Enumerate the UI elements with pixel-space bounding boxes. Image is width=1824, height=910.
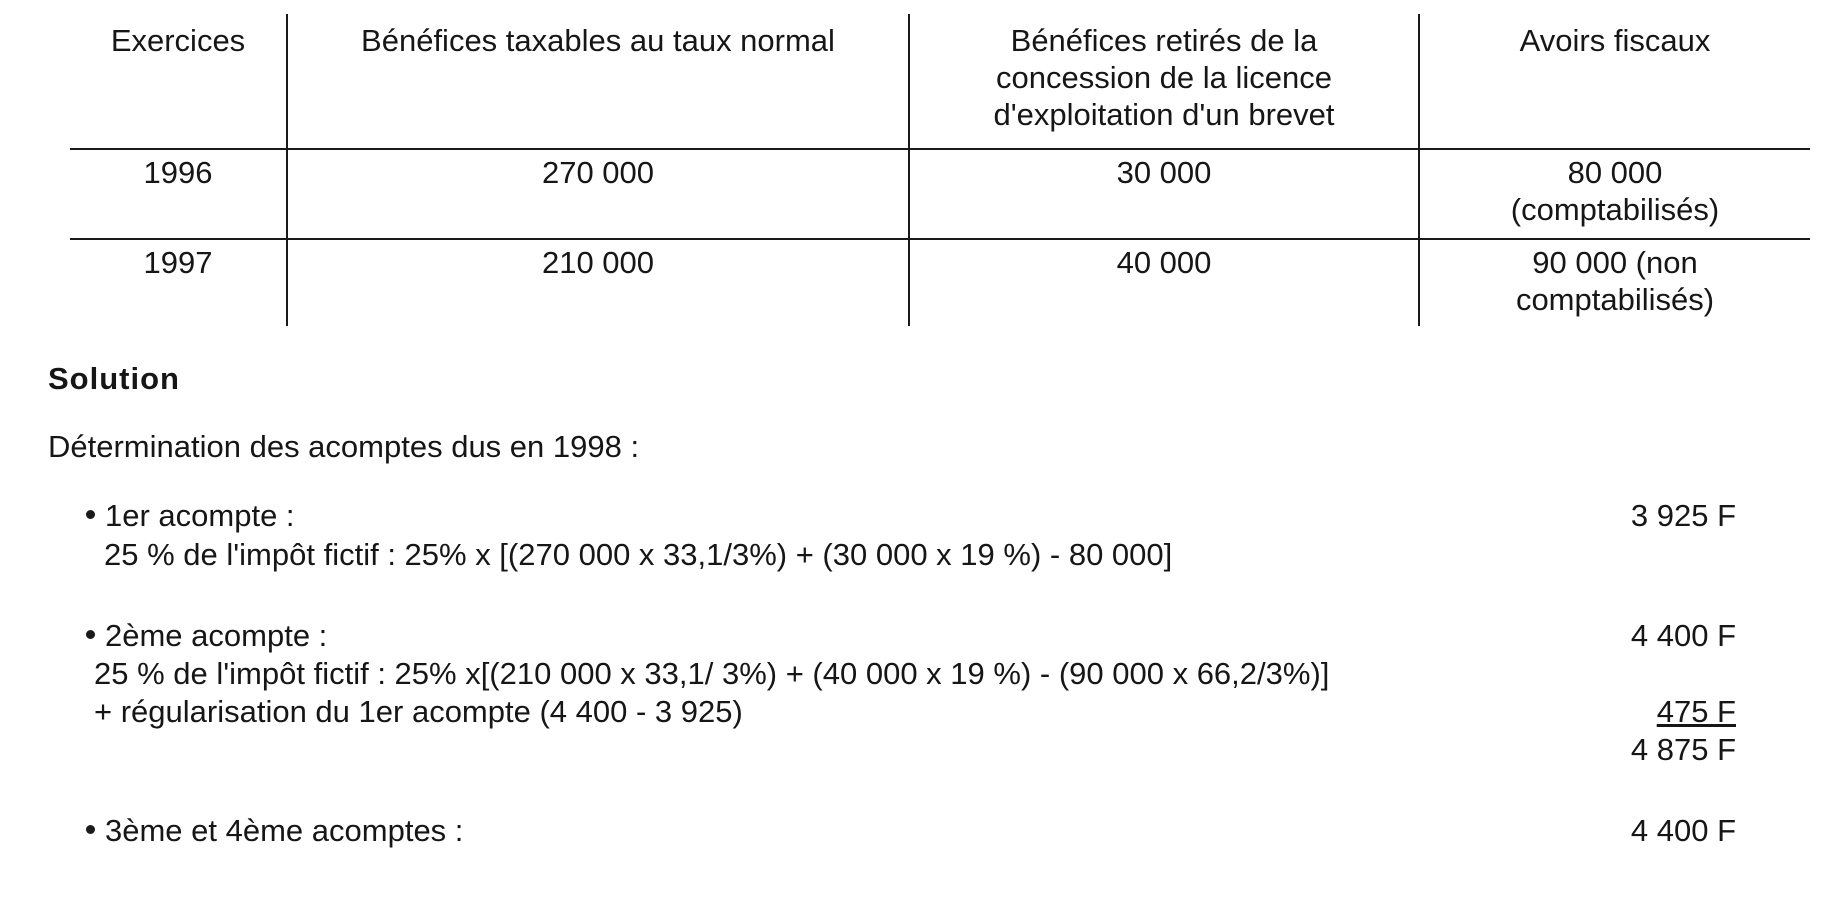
acompte-3-4-label: 3ème et 4ème acomptes : — [86, 812, 463, 849]
acompte-2-regularisation-amount: 475 F — [1656, 694, 1736, 729]
solution-heading: Solution — [48, 361, 180, 396]
acompte-2-amount: 4 400 F — [1630, 618, 1736, 653]
row-1997-licence: 40 000 — [1116, 245, 1212, 280]
row-1997-avoirs: 90 000 (non comptabilisés) — [1515, 245, 1715, 317]
acompte-1-detail: 25 % de l'impôt fictif : 25% x [(270 000 x 33,1/3%) + (30 000 x 19 %) - 80 000] — [104, 537, 1173, 572]
row-1996-licence: 30 000 — [1116, 155, 1212, 190]
acompte-2-total: 4 875 F — [1630, 732, 1736, 767]
row-1996-normal: 270 000 — [541, 155, 655, 190]
row-1996-avoirs: 80 000 (comptabilisés) — [1510, 155, 1720, 227]
bullet-icon — [86, 825, 95, 834]
solution-intro: Détermination des acomptes dus en 1998 : — [48, 429, 640, 464]
header-benefices-taux-normal: Bénéfices taxables au taux normal — [361, 23, 835, 58]
bullet-icon — [86, 510, 95, 519]
results-table — [70, 14, 1810, 344]
acompte-2-regularisation: + régularisation du 1er acompte (4 400 - 3 925) — [94, 694, 743, 729]
acompte-2-detail: 25 % de l'impôt fictif : 25% x[(210 000 x 33,1/ 3%) + (40 000 x 19 %) - (90 000 x 66,2/3%)] — [94, 656, 1330, 691]
row-1997-normal: 210 000 — [541, 245, 655, 280]
header-rule — [70, 148, 1810, 150]
header-benefices-licence: Bénéfices retirés de la concession de la licence d'exploitation d'un brevet — [993, 23, 1335, 132]
header-avoirs-fiscaux: Avoirs fiscaux — [1519, 23, 1711, 58]
acompte-2-label: 2ème acompte : — [86, 617, 327, 654]
row-rule — [70, 238, 1810, 240]
acompte-1-amount: 3 925 F — [1630, 498, 1736, 533]
acompte-3-4-amount: 4 400 F — [1630, 813, 1736, 848]
bullet-icon — [86, 630, 95, 639]
row-1996-year: 1996 — [143, 155, 213, 190]
acompte-1-label: 1er acompte : — [86, 497, 295, 534]
header-exercices: Exercices — [110, 23, 246, 58]
row-1997-year: 1997 — [143, 245, 213, 280]
